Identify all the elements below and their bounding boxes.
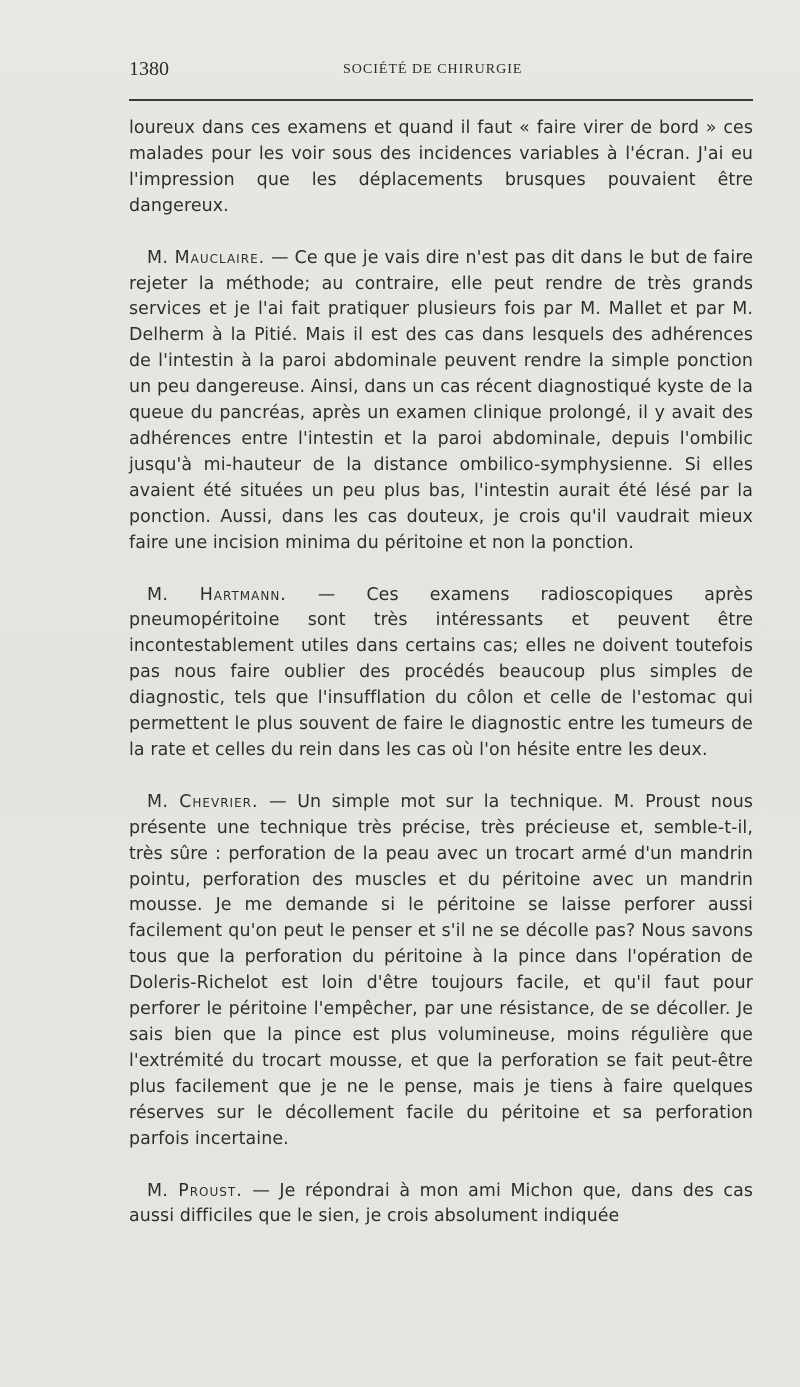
page-number: 1380 bbox=[129, 58, 169, 80]
paragraph-text: — Je répondrai à mon ami Michon que, dans des cas aussi difficiles que le sien, je crois absolument indiquée bbox=[129, 1180, 753, 1227]
paragraph-text: — Ce que je vais dire n'est pas dit dans le but de faire rejeter la méthode; au contraire, elle peut rendre de très grands services et je l'ai fait pratiquer plusieurs fois par M. Mallet et par M. Delherm à la Pitié. Mais il est des cas dans lesquels des adhérences de l'intestin à la paroi abdominale peuvent rendre la simple ponction un peu dangereuse. Ainsi, dans un cas récent diagnostiqué kyste de la queue du pancréas, après un examen clinique prolongé, il y avait des adhérences entre l'intestin et la paroi abdominale, depuis l'ombilic jusqu'à mi-hauteur de la distance ombilico-symphysienne. Si elles avaient été situées un peu plus bas, l'intestin aurait été lésé par la ponction. Aussi, dans les cas douteux, je crois qu'il vaudrait mieux faire une incision minima du péritoine et non la ponction. bbox=[129, 247, 753, 553]
running-head: SOCIÉTÉ DE CHIRURGIE bbox=[343, 62, 523, 77]
page-header bbox=[129, 58, 753, 88]
speaker-prefix: M. bbox=[147, 584, 200, 605]
paragraph-chevrier bbox=[129, 790, 753, 1153]
paragraph-text: — Un simple mot sur la technique. M. Proust nous présente une technique très précise, très précieuse et, semble-t-il, très sûre : perforation de la peau avec un trocart armé d'un mandrin pointu, perforation des muscles et du péritoine avec un mandrin mousse. Je me demande si le péritoine se laisse perforer aussi facilement qu'on peut le penser et s'il ne se décolle pas? Nous savons tous que la perforation du péritoine à la pince dans l'opération de Doleris-Richelot est loin d'être toujours facile, et qu'il faut pour perforer le péritoine l'empêcher, par une résistance, de se décoller. Je sais bien que la pince est plus volumineuse, moins régulière que l'extrémité du trocart mousse, et que la perforation se fait peut-être plus facilement que je ne le pense, mais je tiens à faire quelques réserves sur le décollement facile du péritoine et sa perforation parfois incertaine. bbox=[129, 791, 754, 1149]
speaker-name-chevrier: Chevrier. bbox=[179, 791, 259, 812]
paragraph-proust bbox=[129, 1179, 753, 1231]
paragraph-text: loureux dans ces examens et quand il faut « faire virer de bord » ces malades pour les voir sous des incidences variables à l'écran. J'ai eu l'impression que les déplacements brusques pouvaient être dangereux. bbox=[129, 118, 753, 216]
speaker-prefix: M. bbox=[147, 791, 180, 812]
paragraph-continuation bbox=[129, 116, 753, 220]
speaker-prefix: M. bbox=[147, 247, 175, 268]
paragraph-hartmann bbox=[129, 583, 753, 764]
header-rule bbox=[129, 99, 753, 101]
speaker-name-hartmann: Hartmann. bbox=[199, 584, 287, 605]
speaker-prefix: M. bbox=[147, 1180, 179, 1201]
speaker-name-proust: Proust. bbox=[178, 1180, 243, 1201]
paragraph-mauclaire bbox=[129, 246, 753, 557]
body-text bbox=[129, 116, 753, 1230]
speaker-name-mauclaire: Mauclaire. bbox=[174, 247, 266, 268]
paragraph-text: — Ces examens radioscopiques après pneumopéritoine sont très intéressants et peuvent être incontestablement utiles dans certains cas; elles ne doivent toutefois pas nous faire oublier des procédés beaucoup plus simples de diagnostic, tels que l'insufflation du côlon et celle de l'estomac qui permettent le plus souvent de faire le diagnostic entre les tumeurs de la rate et celles du rein dans les cas où l'on hésite entre les deux. bbox=[129, 584, 753, 760]
